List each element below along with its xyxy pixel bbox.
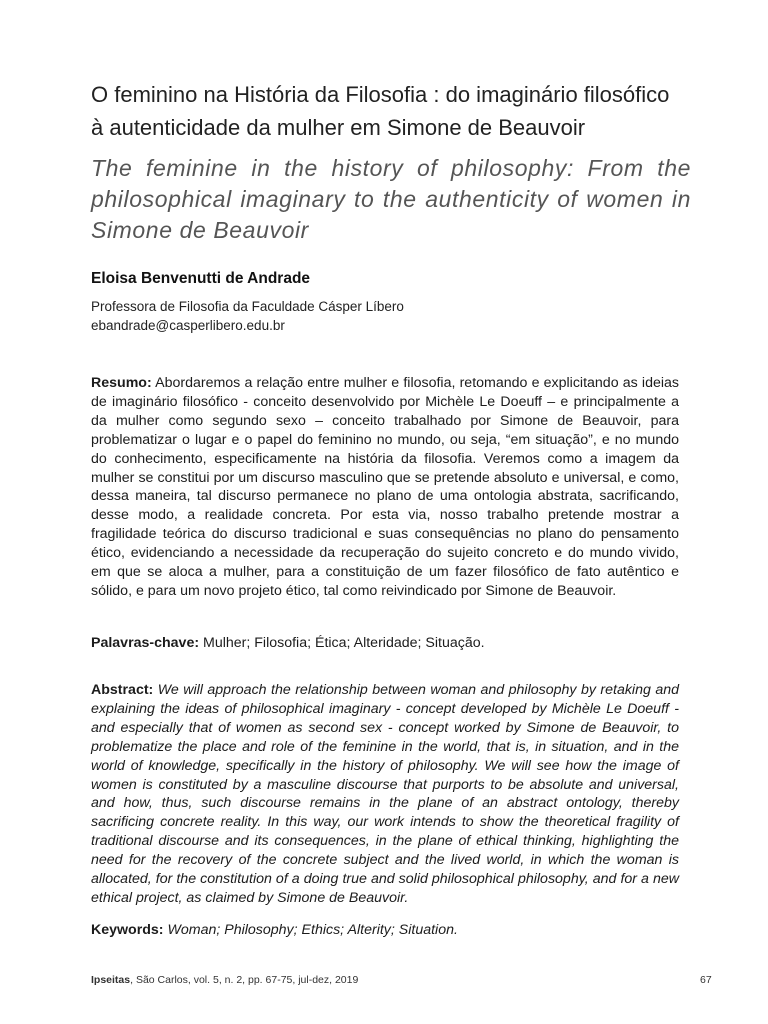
author-affiliation: Professora de Filosofia da Faculdade Cásper Líbero [91, 299, 404, 314]
abstract-section [91, 681, 679, 908]
palavras-chave-section [91, 634, 679, 653]
title-portuguese-line-1: O feminino na História da Filosofia : do imaginário filosófico [91, 82, 670, 107]
keywords-section [91, 921, 679, 940]
resumo-label: Resumo: [91, 375, 152, 391]
keywords-label: Keywords: [91, 922, 164, 938]
palavras-chave-label: Palavras-chave: [91, 635, 200, 651]
title-english: The feminine in the history of philosophy: From the philosophical imaginary to the authenticity of women in Simone de Beauvoir [91, 155, 691, 243]
keywords-text: Woman; Philosophy; Ethics; Alterity; Situation. [167, 922, 458, 938]
footer-citation [91, 974, 358, 986]
title-portuguese [91, 78, 691, 144]
title-portuguese-line-2: à autenticidade da mulher em Simone de Beauvoir [91, 115, 586, 140]
author-affiliation-block [91, 297, 404, 335]
palavras-chave-text: Mulher; Filosofia; Ética; Alteridade; Situação. [203, 635, 485, 651]
abstract-label: Abstract: [91, 682, 154, 698]
resumo-text: Abordaremos a relação entre mulher e filosofia, retomando e explicitando as ideias de imaginário filosófico - conceito desenvolvido por Michèle Le Doeuff – e principalmente a da mulher como segundo sexo – conceito trabalhado por Simone de Beauvoir, para problematizar o lugar e o papel do feminino no mundo, ou seja, “em situação”, e no mundo do conhecimento, especificamente na história da filosofia. Veremos como a imagem da mulher se constitui por um discurso masculino que se pretende absoluto e universal, e como, dessa maneira, tal discurso permanece no plano de uma ontologia abstrata, sacrificando, desse modo, a realidade concreta. Por esta via, nosso trabalho pretende mostrar a fragilidade teórica do discurso tradicional e suas consequências no plano do pensamento ético, evidenciando a necessidade da recuperação do sujeito concreto e do mundo vivido, em que se aloca a mulher, para a constituição de um fazer filosófico de fato autêntico e sólido, e para um novo projeto ético, tal como reivindicado por Simone de Beauvoir. [91, 375, 679, 599]
author-email: ebandrade@casperlibero.edu.br [91, 318, 285, 333]
abstract-text: We will approach the relationship between woman and philosophy by retaking and explaining the ideas of philosophical imaginary - concept developed by Michèle Le Doeuff - and especially that of women as second sex - concept worked by Simone de Beauvoir, to problematize the place and role of the feminine in the world, that is, in situation, and in the world of knowledge, specifically in the history of philosophy. We will see how the image of women is constituted by a masculine discourse that purports to be absolute and universal, and how, thus, such discourse remains in the plane of an abstract ontology, thereby sacrificing concrete reality. In this way, our work intends to show the theoretical fragility of traditional discourse and its consequences, in the plane of ethical thinking, highlighting the need for the recovery of the concrete subject and the lived world, in which the woman is allocated, for the constitution of a doing true and solid philosophical philosophy, and for a new ethical project, as claimed by Simone de Beauvoir. [91, 682, 679, 906]
page-number: 67 [700, 974, 712, 986]
citation-details: , São Carlos, vol. 5, n. 2, pp. 67-75, jul-dez, 2019 [130, 974, 359, 986]
author-name: Eloisa Benvenutti de Andrade [91, 270, 311, 287]
journal-name: Ipseitas [91, 974, 131, 986]
resumo-section [91, 374, 679, 601]
